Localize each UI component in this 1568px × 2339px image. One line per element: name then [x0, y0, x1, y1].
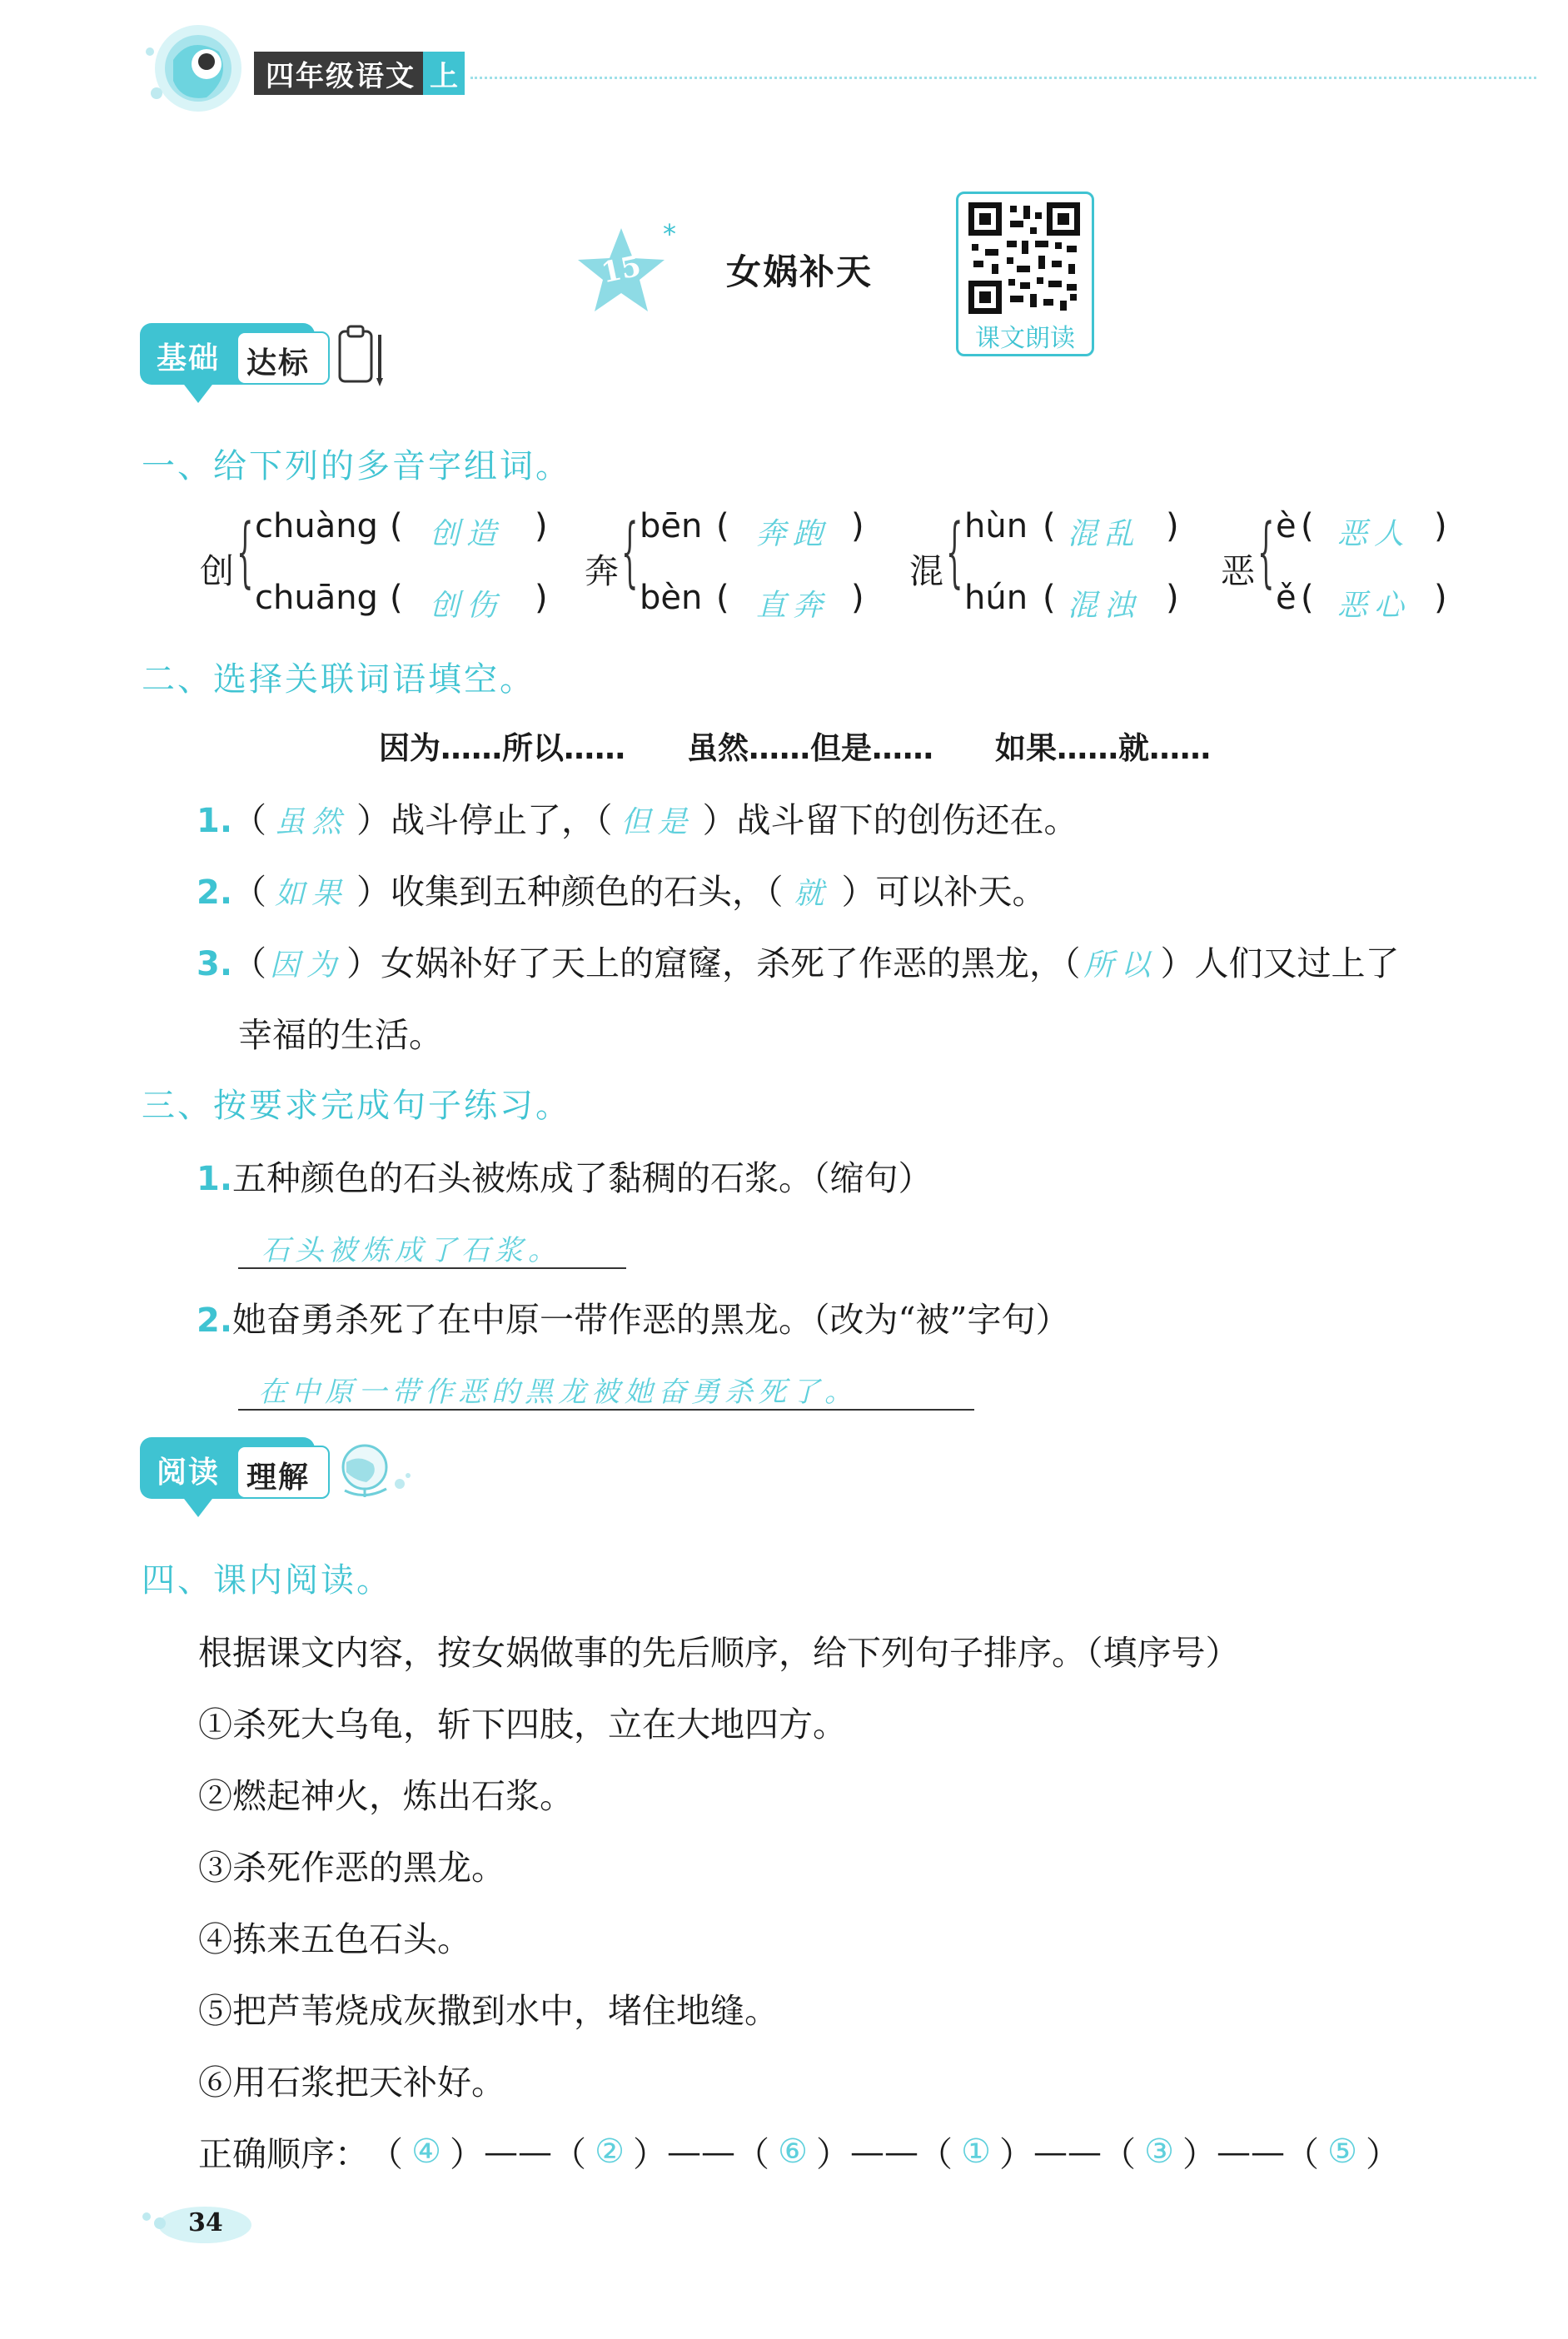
paren-open: (	[1043, 507, 1056, 545]
answer-word: 奔跑	[756, 517, 830, 551]
section1-title: 一、给下列的多音字组词。	[142, 447, 571, 485]
badge-reading-right: 理解	[246, 1461, 311, 1495]
lesson-number: 15	[598, 249, 645, 291]
question-text: 她奋勇杀死了在中原一带作恶的黑龙。（改为“被”字句）	[232, 1300, 1070, 1340]
reading-item-4: ④拣来五色石头。	[198, 1919, 471, 1959]
answer-word: 混浊	[1068, 589, 1142, 623]
answer-word: 所以	[1083, 948, 1157, 983]
paren-open: (	[1301, 507, 1314, 545]
answer-word: 因为	[270, 948, 344, 983]
reading-item-3: ③杀死作恶的黑龙。	[198, 1848, 505, 1888]
s2-question-3-continued: 幸福的生活。	[238, 1015, 443, 1055]
section2-title: 二、选择关联词语填空。	[142, 660, 535, 699]
pinyin: chuāng	[255, 579, 378, 617]
badge-basic-left: 基础	[157, 341, 221, 376]
globe-mascot-icon	[140, 18, 256, 118]
pinyin: bèn	[640, 579, 703, 617]
order-label: 正确顺序：	[198, 2134, 369, 2174]
paren-close: ）	[702, 800, 737, 840]
paren-open: （	[735, 2134, 769, 2174]
paren-open: （	[232, 872, 267, 912]
sentence-text: 女娲补好了天上的窟窿，杀死了作恶的黑龙，	[381, 943, 1064, 983]
order-answer-2: ②	[595, 2132, 625, 2171]
polyphone-group-3	[909, 504, 1209, 623]
paren-open: （	[766, 872, 784, 912]
question-text: 五种颜色的石头被炼成了黏稠的石浆。（缩句）	[232, 1158, 933, 1198]
polyphone-char: 混	[909, 551, 943, 591]
paren-close: ）	[450, 2134, 484, 2174]
answer-word: 混乱	[1068, 517, 1142, 551]
paren-close: ）	[999, 2134, 1033, 2174]
paren-open: （	[232, 800, 267, 840]
order-answer-4: ①	[961, 2132, 991, 2171]
reading-item-1: ①杀死大乌龟，斩下四肢，立在大地四方。	[198, 1704, 847, 1744]
paren-close: ）	[346, 943, 381, 983]
question-number: 1.	[197, 1160, 233, 1198]
paren-close: ）	[356, 800, 391, 840]
brace-icon: {	[236, 507, 254, 596]
pinyin: hùn	[964, 507, 1028, 545]
s2-question-2	[197, 864, 1047, 913]
badge-reading-left: 阅读	[157, 1456, 221, 1490]
paren-close: )	[1434, 579, 1447, 617]
paren-open: （	[552, 2134, 586, 2174]
globe-icon	[335, 1437, 415, 1504]
paren-close: )	[851, 507, 864, 545]
paren-close: ）	[816, 2134, 850, 2174]
lesson-title: 女娲补天	[726, 251, 874, 292]
grade-label-box	[254, 52, 427, 95]
conjunction-options: 因为……所以…… 虽然……但是…… 如果……就……	[379, 730, 1211, 766]
page-number-decoration	[138, 2198, 255, 2248]
paren-close: )	[1434, 507, 1447, 545]
clipboard-pencil-icon	[336, 323, 390, 390]
polyphone-char: 奔	[585, 551, 619, 591]
sentence-text: 可以补天。	[875, 872, 1047, 912]
polyphone-char: 恶	[1221, 551, 1255, 591]
paren-close: ）	[633, 2134, 667, 2174]
dash: ——	[667, 2131, 735, 2172]
paren-open: （	[1285, 2134, 1319, 2174]
sentence-text: 战斗留下的创伤还在。	[736, 800, 1078, 840]
answer-word: 但是	[620, 805, 694, 839]
sentence-text: 战斗停止了，	[391, 800, 596, 840]
paren-close: ）	[1160, 943, 1195, 983]
answer-word: 恶人	[1337, 517, 1411, 551]
order-answer-5: ③	[1144, 2132, 1174, 2171]
badge-basic	[140, 323, 390, 415]
polyphone-group-1	[200, 504, 550, 623]
sentence-text: 人们又过上了	[1194, 943, 1400, 983]
paren-open: (	[1301, 579, 1314, 617]
paren-close: )	[1166, 579, 1179, 617]
paren-open: （	[595, 800, 613, 840]
section3-title: 三、按要求完成句子练习。	[142, 1087, 571, 1125]
s3-question-1	[197, 1151, 933, 1200]
reading-item-5: ⑤把芦苇烧成灰撒到水中，堵住地缝。	[198, 1991, 779, 2031]
paren-open: (	[716, 579, 729, 617]
pinyin: bēn	[640, 507, 703, 545]
order-answer-1: ④	[411, 2132, 441, 2171]
answer-sentence: 在中原一带作恶的黑龙被她奋勇杀死了。	[258, 1376, 858, 1409]
reading-item-6: ⑥用石浆把天补好。	[198, 2063, 505, 2103]
answer-sentence: 石头被炼成了石浆。	[261, 1234, 561, 1267]
paren-open: (	[390, 579, 403, 617]
question-number: 2.	[197, 1301, 233, 1340]
paren-close: )	[1166, 507, 1179, 545]
grade-label: 四年级语文	[266, 59, 416, 93]
polyphone-char: 创	[200, 551, 234, 591]
paren-open: (	[716, 507, 729, 545]
dash: ——	[1033, 2131, 1102, 2172]
qr-caption: 课文朗读	[975, 324, 1075, 353]
brace-icon: {	[621, 507, 639, 596]
page-number: 34	[188, 2208, 223, 2237]
s3-answer-line-2[interactable]	[238, 1366, 974, 1411]
paren-open: （	[1063, 943, 1081, 983]
badge-pointer-icon	[182, 381, 215, 403]
lesson-star-mark: *	[663, 218, 676, 250]
paren-close: )	[535, 579, 548, 617]
answer-word: 创伤	[430, 589, 504, 623]
s2-question-1	[197, 793, 1078, 842]
paren-close: )	[535, 507, 548, 545]
polyphone-group-2	[585, 504, 884, 623]
badge-reading	[140, 1437, 415, 1529]
answer-word: 恶心	[1337, 589, 1411, 623]
header-decoration	[140, 18, 256, 118]
answer-word: 直奔	[756, 589, 830, 623]
polyphone-group-4	[1221, 504, 1471, 623]
sentence-text: 收集到五种颜色的石头，	[391, 872, 767, 912]
volume-label-box	[423, 52, 465, 95]
dash: ——	[484, 2131, 552, 2172]
question-number: 1.	[197, 802, 233, 840]
paren-close: ）	[356, 872, 391, 912]
s2-question-3	[197, 936, 1400, 985]
paren-open: （	[369, 2134, 403, 2174]
answer-word: 创造	[430, 517, 504, 551]
pinyin: hún	[964, 579, 1028, 617]
question-number: 2.	[197, 873, 233, 912]
paren-open: （	[1102, 2134, 1136, 2174]
paren-close: )	[851, 579, 864, 617]
qr-code-box[interactable]	[956, 192, 1094, 356]
reading-item-2: ②燃起神火，炼出石浆。	[198, 1776, 574, 1816]
qr-code-icon	[968, 202, 1080, 314]
paren-close: ）	[1366, 2134, 1400, 2174]
badge-basic-right: 达标	[246, 346, 311, 381]
paren-close: ）	[841, 872, 876, 912]
lesson-number-star	[575, 225, 668, 318]
brace-icon: {	[1257, 507, 1275, 596]
paren-open: （	[918, 2134, 953, 2174]
header-dotted-rule	[470, 77, 1536, 79]
order-answer-6: ⑤	[1327, 2132, 1357, 2171]
volume-label: 上	[430, 59, 458, 93]
pinyin: ě	[1276, 579, 1297, 617]
order-answer-3: ⑥	[778, 2132, 808, 2171]
answer-word: 就	[794, 877, 831, 911]
section4-title: 四、课内阅读。	[142, 1561, 392, 1600]
paren-open: (	[390, 507, 403, 545]
answer-word: 如果	[275, 877, 349, 911]
s3-answer-line-1[interactable]	[238, 1224, 626, 1269]
dash: ——	[1217, 2131, 1285, 2172]
order-row	[198, 2127, 1400, 2176]
brace-icon: {	[946, 507, 963, 596]
pinyin: chuàng	[255, 507, 378, 545]
pinyin: è	[1276, 507, 1297, 545]
s3-question-2	[197, 1292, 1069, 1341]
question-number: 3.	[197, 945, 233, 983]
badge-pointer-icon	[182, 1495, 215, 1517]
reading-instruction: 根据课文内容，按女娲做事的先后顺序，给下列句子排序。（填序号）	[198, 1633, 1240, 1673]
answer-word: 虽然	[275, 805, 349, 839]
paren-close: ）	[1182, 2134, 1217, 2174]
dash: ——	[850, 2131, 918, 2172]
paren-open: (	[1043, 579, 1056, 617]
paren-open: （	[232, 943, 267, 983]
